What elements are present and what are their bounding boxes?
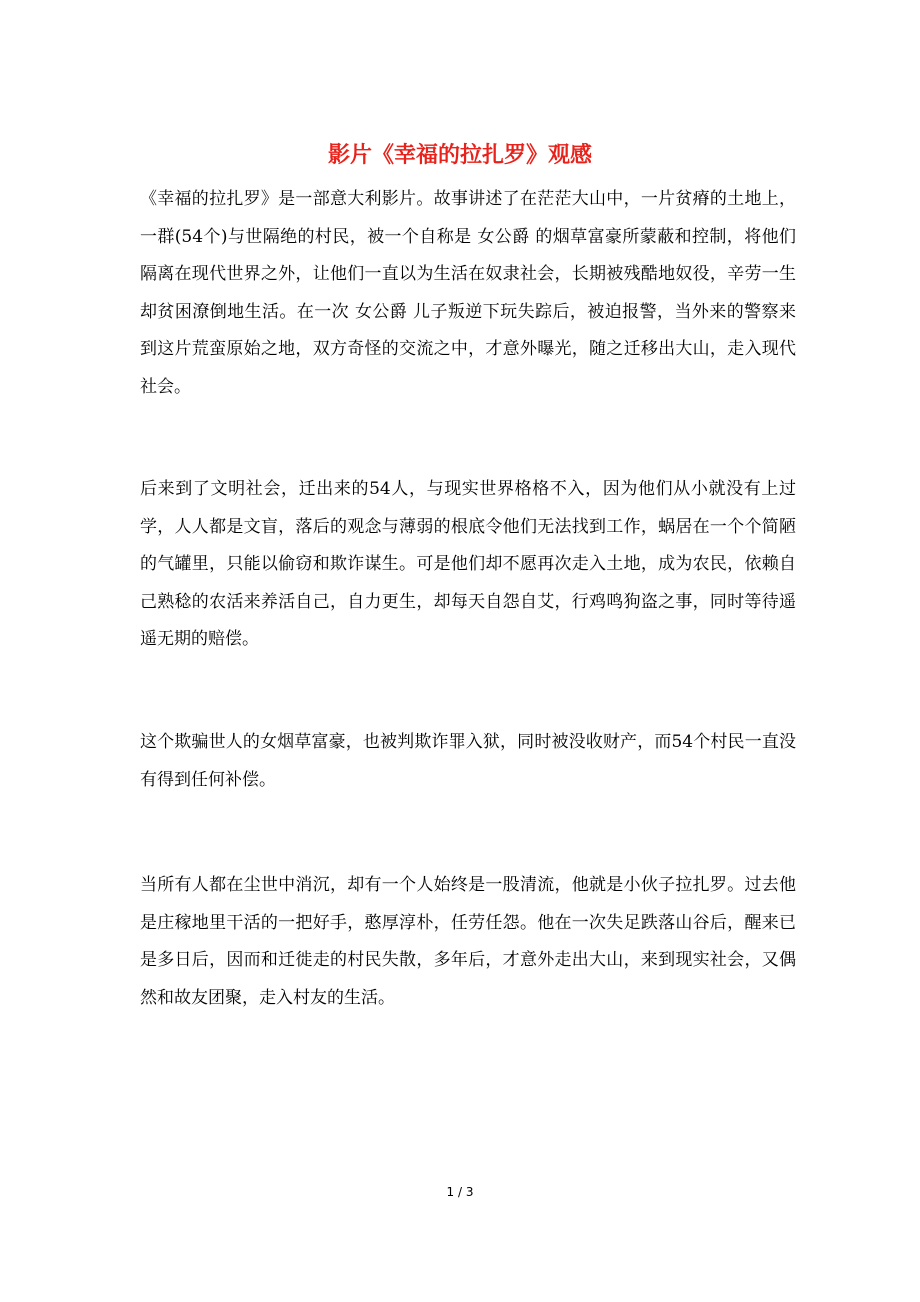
document-title: 影片《幸福的拉扎罗》观感 bbox=[327, 143, 592, 168]
page-number: 1 / 3 bbox=[446, 1185, 474, 1199]
paragraph-1: 《幸福的拉扎罗》是一部意大利影片。故事讲述了在茫茫大山中，一片贫瘠的土地上，一群(54个)与世隔绝的村民，被一个自称是 女公爵 的烟草富豪所蒙蔽和控制，将他们隔离在现代世界之外，让他们一直以为生活在奴隶社会，长期被残酷地奴役，辛劳一生却贫困潦倒地生活。在一次 女公爵 儿子叛逆下玩失踪后，被迫报警，当外来的警察来到这片荒蛮原始之地，双方奇怪的交流之中，才意外曝光，随之迁移出大山，走入现代社会。 bbox=[140, 189, 796, 397]
paragraph-2: 后来到了文明社会，迁出来的54人，与现实世界格格不入，因为他们从小就没有上过学，人人都是文盲，落后的观念与薄弱的根底令他们无法找到工作，蜗居在一个个简陋的气罐里，只能以偷窃和欺诈谋生。可是他们却不愿再次走入土地，成为农民，依赖自己熟稔的农活来养活自己，自力更生，却每天自怨自艾，行鸡鸣狗盗之事，同时等待遥遥无期的赔偿。 bbox=[140, 479, 796, 649]
paragraph-4: 当所有人都在尘世中消沉，却有一个人始终是一股清流，他就是小伙子拉扎罗。过去他是庄稼地里干活的一把好手，憨厚淳朴，任劳任怨。他在一次失足跌落山谷后，醒来已是多日后，因而和迁徙走的村民失散，多年后，才意外走出大山，来到现实社会，又偶然和故友团聚，走入村友的生活。 bbox=[140, 875, 796, 1008]
paragraph-3: 这个欺骗世人的女烟草富豪，也被判欺诈罪入狱，同时被没收财产，而54个村民一直没有得到任何补偿。 bbox=[140, 732, 796, 790]
